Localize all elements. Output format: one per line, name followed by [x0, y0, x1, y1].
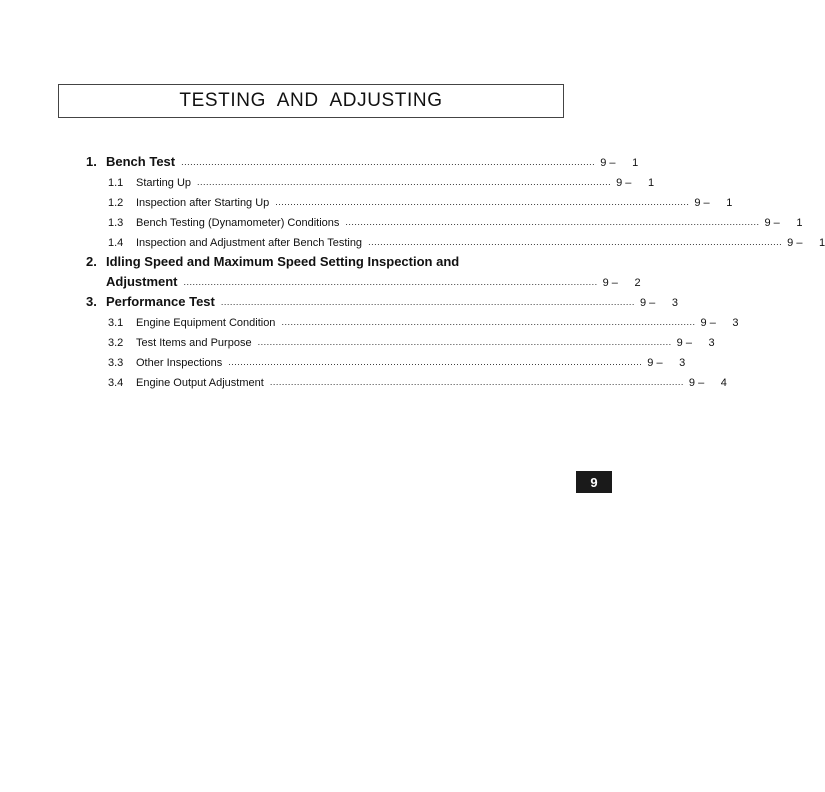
dot-leader: .......................................................................................................................................... [183, 277, 598, 287]
toc-entry-3[interactable] [86, 289, 678, 309]
toc-label: Idling Speed and Maximum Speed Setting Inspection and [106, 254, 460, 269]
toc-entry-3-4[interactable] [86, 369, 727, 389]
dot-leader: .......................................................................................................................................... [257, 337, 672, 347]
toc-entry-1[interactable] [86, 149, 639, 169]
toc-page-ref: 9 – 1 [616, 177, 655, 189]
toc-page-ref: 9 – 1 [764, 217, 803, 229]
page-title: TESTING AND ADJUSTING [179, 90, 443, 111]
toc-label: Engine Equipment Condition [136, 317, 276, 329]
toc-page-ref: 9 – 3 [676, 337, 715, 349]
toc-entry-1-1[interactable] [86, 169, 655, 189]
dot-leader: .......................................................................................................................................... [345, 217, 760, 227]
toc-entry-2-continued[interactable] [86, 269, 641, 289]
title-box [58, 84, 564, 118]
toc-page-ref: 9 – 1 [694, 197, 733, 209]
toc-label: Inspection and Adjustment after Bench Testing [136, 237, 363, 249]
toc-number: 1. [86, 154, 97, 169]
toc-number: 3.1 [108, 317, 124, 329]
toc-page-ref: 9 – 3 [647, 357, 686, 369]
toc-number: 1.2 [108, 197, 124, 209]
toc-page-ref: 9 – 1 [600, 157, 639, 169]
toc-number: 1.4 [108, 237, 124, 249]
toc-page-ref: 9 – 3 [639, 297, 678, 309]
toc-entry-3-3[interactable] [86, 349, 686, 369]
toc-label: Bench Test [106, 154, 176, 169]
toc-page-ref: 9 – 3 [700, 317, 739, 329]
toc-entry-1-4[interactable] [86, 229, 825, 249]
toc-label: Inspection after Starting Up [136, 197, 270, 209]
dot-leader: .......................................................................................................................................... [197, 177, 612, 187]
toc-label: Adjustment [106, 274, 178, 289]
toc-number: 3. [86, 294, 97, 309]
toc-page-ref: 9 – 2 [602, 277, 641, 289]
toc-number: 3.4 [108, 377, 124, 389]
toc-page-ref: 9 – 4 [688, 377, 727, 389]
dot-leader: .......................................................................................................................................... [368, 237, 783, 247]
dot-leader: .......................................................................................................................................... [281, 317, 696, 327]
section-tab: 9 [576, 471, 612, 493]
dot-leader: .......................................................................................................................................... [220, 297, 635, 307]
toc-page-ref: 9 – 1 [787, 237, 825, 249]
toc-label: Bench Testing (Dynamometer) Conditions [136, 217, 340, 229]
toc-label: Performance Test [106, 294, 215, 309]
dot-leader: .......................................................................................................................................... [275, 197, 690, 207]
toc-number: 3.3 [108, 357, 124, 369]
toc-entry-1-3[interactable] [86, 209, 803, 229]
table-of-contents [86, 149, 825, 389]
toc-label: Starting Up [136, 177, 192, 189]
toc-entry-2[interactable] [86, 249, 541, 269]
toc-entry-3-1[interactable] [86, 309, 739, 329]
dot-leader: .......................................................................................................................................... [269, 377, 684, 387]
toc-entry-1-2[interactable] [86, 189, 733, 209]
toc-number: 1.3 [108, 217, 124, 229]
toc-number: 2. [86, 254, 97, 269]
dot-leader: .......................................................................................................................................... [228, 357, 643, 367]
toc-number: 1.1 [108, 177, 124, 189]
toc-number: 3.2 [108, 337, 124, 349]
toc-label: Other Inspections [136, 357, 223, 369]
dot-leader: .......................................................................................................................................... [181, 157, 596, 167]
toc-label: Engine Output Adjustment [136, 377, 264, 389]
toc-label: Test Items and Purpose [136, 337, 252, 349]
toc-entry-3-2[interactable] [86, 329, 715, 349]
